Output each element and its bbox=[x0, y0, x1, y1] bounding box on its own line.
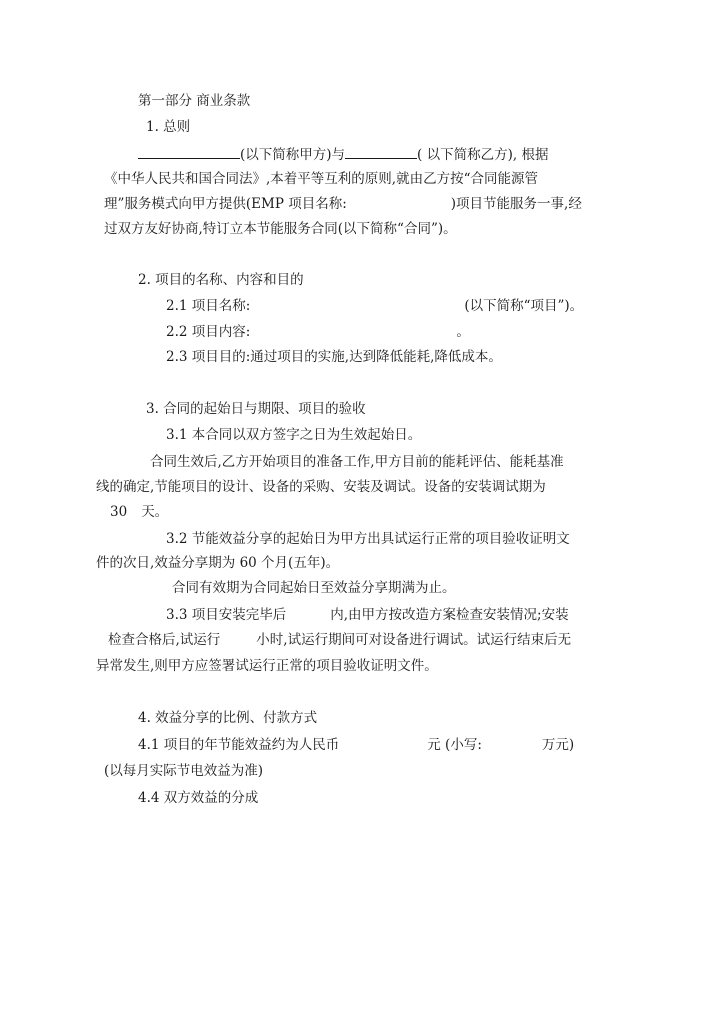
item-4-1 bbox=[138, 736, 574, 754]
item-3-2-line-1: 3.2 节能效益分享的起始日为甲方出具试运行正常的项目验收证明文 bbox=[166, 531, 570, 547]
item-3-3-a: 3.3 项目安装完毕后 bbox=[166, 607, 287, 623]
validity-line: 合同有效期为合同起始日至效益分享期满为止。 bbox=[172, 580, 456, 596]
item-2-2 bbox=[166, 323, 470, 341]
part-title: 第一部分 商业条款 bbox=[138, 93, 251, 109]
install-days: 30 bbox=[110, 504, 128, 520]
section-4-heading: 4. 效益分享的比例、付款方式 bbox=[138, 710, 318, 726]
item-2-2-suffix: 。 bbox=[456, 324, 470, 340]
item-3-1-para-line-1: 合同生效后,乙方开始项目的准备工作,甲方目前的能耗评估、能耗基准 bbox=[150, 454, 564, 470]
section-2-heading: 2. 项目的名称、内容和目的 bbox=[138, 272, 304, 288]
section-1-line-3 bbox=[104, 195, 582, 213]
item-2-3: 2.3 项目目的:通过项目的实施,达到降低能耗,降低成本。 bbox=[166, 349, 502, 365]
party-a-blank bbox=[138, 144, 240, 159]
item-3-1-para-line-2: 线的确定,节能项目的设计、设备的采购、安装及调试。设备的安装调试期为 bbox=[96, 479, 546, 495]
item-3-3-c: 检查合格后,试运行 bbox=[108, 632, 221, 648]
item-4-1-a: 4.1 项目的年节能效益约为人民币 bbox=[138, 737, 340, 753]
service-matter-text: )项目节能服务一事,经 bbox=[450, 196, 582, 212]
item-3-3-d: 小时,试运行期间可对设备进行调试。试运行结束后无 bbox=[256, 632, 572, 648]
item-3-2-line-2: 件的次日,效益分享期为 60 个月(五年)。 bbox=[96, 555, 340, 571]
section-3-heading: 3. 合同的起始日与期限、项目的验收 bbox=[146, 401, 366, 417]
install-days-unit: 天。 bbox=[141, 504, 169, 520]
party-b-blank bbox=[345, 144, 417, 159]
party-a-text: (以下简称甲方)与 bbox=[240, 147, 346, 163]
section-1-heading: 1. 总则 bbox=[146, 119, 191, 135]
item-3-3-line-1 bbox=[166, 606, 569, 624]
item-3-1: 3.1 本合同以双方签字之日为生效起始日。 bbox=[166, 427, 422, 443]
item-3-3-line-3: 异常发生,则甲方应签署试运行正常的项目验收证明文件。 bbox=[96, 658, 438, 674]
item-2-2-label: 2.2 项目内容: bbox=[166, 324, 251, 340]
item-3-3-line-2 bbox=[108, 631, 571, 649]
item-2-1-suffix: (以下简称“项目”)。 bbox=[464, 298, 584, 314]
section-1-line-4: 过双方友好协商,特订立本节能服务合同(以下简称“合同”)。 bbox=[104, 221, 457, 237]
section-1-line-1 bbox=[138, 144, 548, 164]
item-2-1 bbox=[166, 297, 583, 315]
item-4-1-note: (以每月实际节电效益为准) bbox=[104, 763, 264, 779]
install-period bbox=[110, 503, 168, 521]
item-3-3-b: 内,由甲方按改造方案检查安装情况;安装 bbox=[330, 607, 569, 623]
item-2-1-label: 2.1 项目名称: bbox=[166, 298, 251, 314]
item-4-4: 4.4 双方效益的分成 bbox=[138, 790, 259, 806]
section-1-line-2: 《中华人民共和国合同法》,本着平等互利的原则,就由乙方按“合同能源管 bbox=[104, 171, 538, 187]
item-4-1-c: 万元) bbox=[541, 737, 575, 753]
service-mode-text: 理”服务模式向甲方提供(EMP 项目名称: bbox=[104, 196, 347, 212]
item-4-1-b: 元 (小写: bbox=[427, 737, 482, 753]
party-b-text: ( 以下简称乙方), 根据 bbox=[417, 147, 549, 163]
